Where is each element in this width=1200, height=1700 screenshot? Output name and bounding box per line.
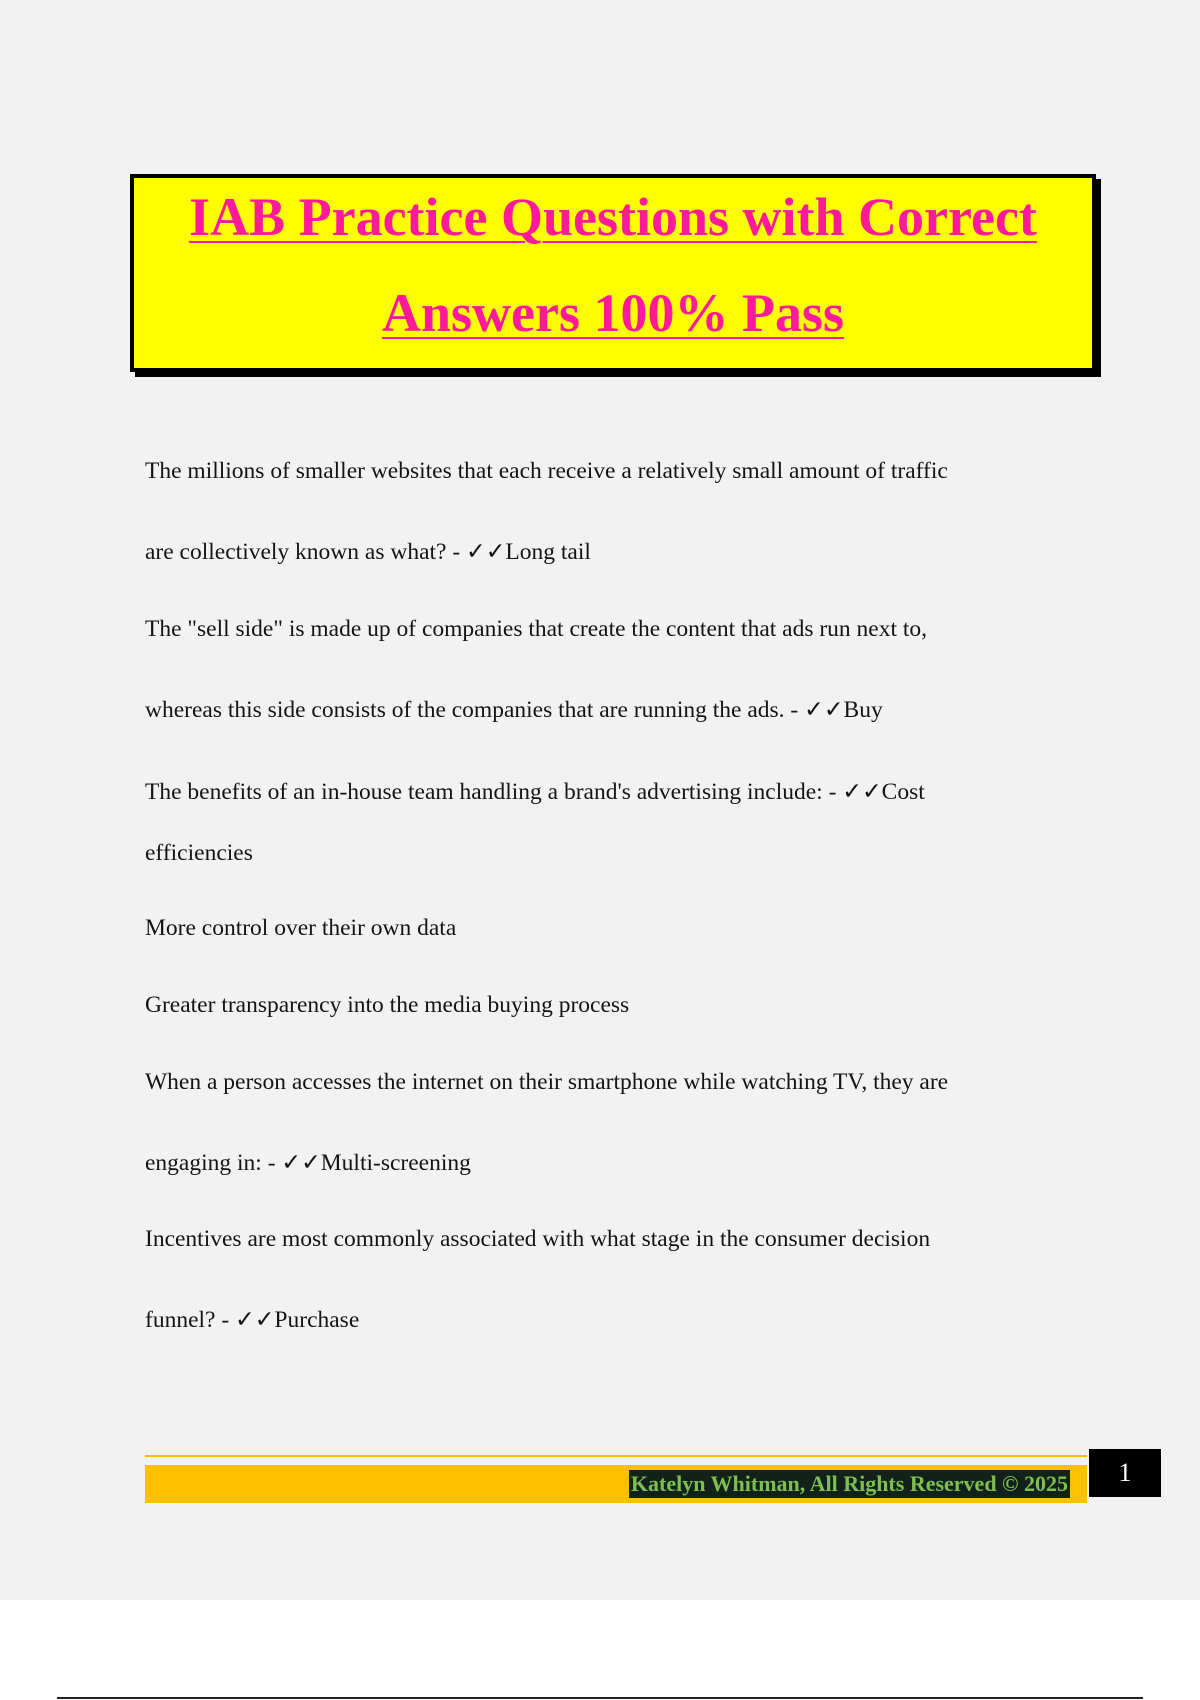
question-text-line: The benefits of an in-house team handling a brand's advertising include: - ✓✓Cost — [145, 779, 925, 805]
answer-text-line: More control over their own data — [145, 915, 457, 941]
answer-text-line: efficiencies — [145, 840, 253, 866]
answer-text-line: Greater transparency into the media buying process — [145, 992, 630, 1018]
footer-bar — [145, 1465, 1087, 1503]
footer-rule — [145, 1455, 1087, 1457]
question-text-line: Incentives are most commonly associated with what stage in the consumer decision — [145, 1226, 931, 1252]
bottom-divider — [57, 1697, 1143, 1699]
question-text-line: whereas this side consists of the companies that are running the ads. - ✓✓Buy — [145, 697, 883, 723]
question-text-line: funnel? - ✓✓Purchase — [145, 1307, 360, 1333]
question-text-line: The "sell side" is made up of companies that create the content that ads run next to, — [145, 616, 928, 642]
question-text-line: engaging in: - ✓✓Multi-screening — [145, 1150, 471, 1176]
document-title-line-2: Answers 100% Pass — [381, 283, 844, 343]
document-title-line-1: IAB Practice Questions with Correct — [189, 187, 1037, 247]
question-text-line: The millions of smaller websites that each receive a relatively small amount of traffic — [145, 458, 948, 484]
page-number: 1 — [1089, 1449, 1161, 1497]
question-text-line: are collectively known as what? - ✓✓Long tail — [145, 539, 591, 565]
footer-copyright: Katelyn Whitman, All Rights Reserved © 2025 — [630, 1471, 1068, 1496]
question-text-line: When a person accesses the internet on their smartphone while watching TV, they are — [145, 1069, 949, 1095]
title-banner — [130, 174, 1096, 372]
